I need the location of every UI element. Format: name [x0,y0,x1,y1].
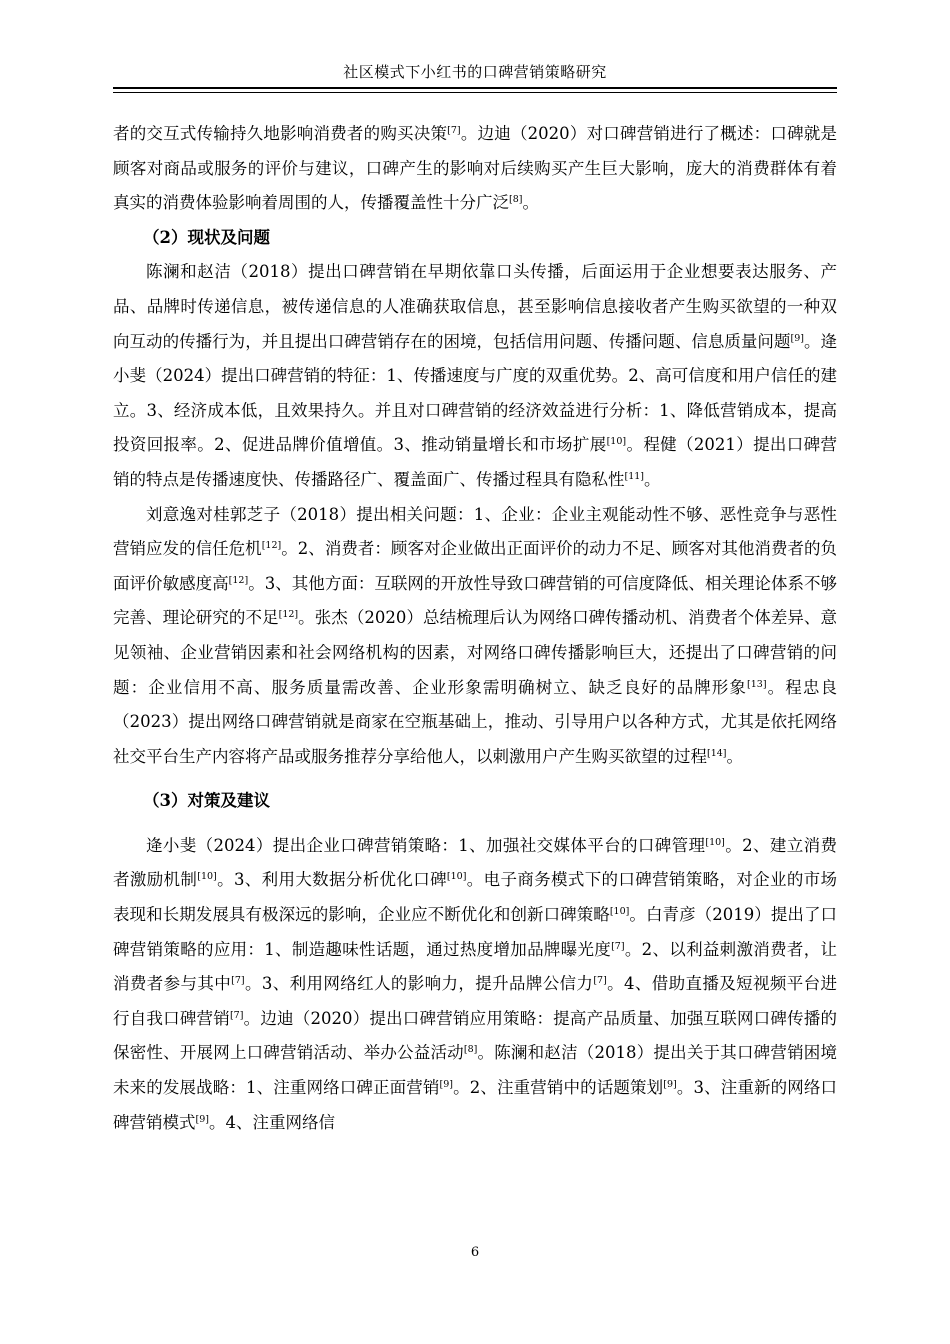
citation-marker: [7] [231,975,245,987]
text-run: 陈澜和赵洁（2018）提出口碑营销在早期依靠口头传播，后面运用于企业想要表达服务、产品、品牌时传递信息，被传递信息的人准确获取信息，甚至影响信息接收者产生购买欲望的一种双向互动的传播行为，并且提出口碑营销存在的困境，包括信用问题、传播问题、信息质量问题 [113,262,837,351]
body-text [113,117,837,1140]
page-number: 6 [470,1245,480,1260]
text-run: 。2、消费者：顾客对企业做出正面评价的动力不足、顾客对其他消费者的负面评价敏感度高 [113,539,838,593]
section-heading-strategy: （3）对策及建议 [143,791,270,811]
citation-marker: [8] [463,1044,478,1056]
text-run: 者的交互式传输持久地影响消费者的购买决策 [113,124,448,143]
text-run: 。程健（2021）提出口碑营销的特点是传播速度快、传播路径广、覆盖面广、传播过程具有隐私性 [113,435,837,489]
citation-marker: [10] [609,906,630,918]
text-run: 逄小斐（2024）提出企业口碑营销策略：1、加强社交媒体平台的口碑管理 [146,835,706,855]
text-run: 。陈澜和赵洁（2018）提出关于其口碑营销困境未来的发展战略：1、注重网络口碑正面营销 [113,1043,837,1098]
citation-marker: [9] [439,1079,453,1091]
text-run: 刘意逸对桂郭芝子（2018）提出相关问题：1、企业：企业主观能动性不够、恶性竞争与恶性营销应发的信任危机 [113,504,837,559]
header-rule-thin [113,92,837,93]
text-run: 。程忠良（2023）提出网络口碑营销就是商家在空瓶基础上，推动、引导用户以各种方式，尤其是依托网络社交平台生产内容将产品或服务推荐分享给他人，以刺激用户产生购买欲望的过程 [113,677,838,766]
running-header: 社区模式下小红书的口碑营销策略研究 [343,63,607,81]
citation-marker: [10] [705,836,725,848]
text-run: 。逄小斐（2024）提出口碑营销的特征：1、传播速度与广度的双重优势。2、高可信度和用户信任的建立。3、经济成本低，且效果持久。并且对口碑营销的经济效益进行分析：1、降低营销成本，提高投资回报率。2、促进品牌价值增值。3、推动销量增长和市场扩展 [113,331,838,455]
text-run: 。4、注重网络信 [208,1112,335,1132]
citation-marker: [12] [278,609,299,621]
text-run: 。3、其他方面：互联网的开放性导致口碑营销的可信度降低、相关理论体系不够完善、理论研究的不足 [113,573,838,628]
text-run: 。3、注重新的网络口碑营销模式 [113,1078,838,1132]
citation-marker: [13] [747,678,767,690]
text-run: 。 [726,746,744,766]
citation-marker: [7] [593,975,607,987]
text-run: 。2、建立消费者激励机制 [113,835,837,890]
text-run: 。边迪（2020）提出口碑营销应用策略：提高产品质量、加强互联网口碑传播的保密性、开展网上口碑营销活动、举办公益活动 [113,1008,838,1063]
citation-marker: [7] [447,125,461,136]
citation-marker: [9] [195,1113,209,1125]
header-rule [113,87,837,89]
text-run: 。白青彦（2019）提出了口碑营销策略的应用：1、制造趣味性话题，通过热度增加品牌曝光度 [113,905,838,959]
citation-marker: [7] [229,1009,244,1021]
citation-marker: [8] [509,194,523,206]
paragraph [113,829,837,1140]
section-heading-status: （2）现状及问题 [143,227,270,247]
citation-marker: [12] [261,540,282,552]
citation-marker: [14] [707,747,727,759]
citation-marker: [12] [228,574,249,586]
text-run: 。4、借助直播及短视频平台进行自我口碑营销 [113,974,838,1028]
text-run: 。电子商务模式下的口碑营销策略，对企业的市场表现和长期发展具有极深远的影响，企业应不断优化和创新口碑策略 [113,870,838,925]
citation-marker: [11] [624,470,645,482]
citation-marker: [7] [611,940,625,952]
paragraph [113,498,837,775]
text-run: 。3、利用大数据分析优化口碑 [216,870,447,890]
citation-marker: [9] [663,1079,677,1091]
text-run: 。张杰（2020）总结梳理后认为网络口碑传播动机、消费者个体差异、意见领袖、企业营销因素和社会网络机构的因素，对网络口碑传播影响巨大，还提出了口碑营销的问题：企业信用不高、服务质量需改善、企业形象需明确树立、缺乏良好的品牌形象 [113,608,837,697]
text-run: 。 [644,469,661,489]
text-run: 。2、以利益刺激消费者，让消费者参与其中 [113,939,838,994]
text-run: 。3、利用网络红人的影响力，提升品牌公信力 [244,974,594,994]
text-run: 。2、注重营销中的话题策划 [453,1078,664,1098]
citation-marker: [10] [197,871,217,883]
text-run: 。 [522,193,539,213]
citation-marker: [10] [606,436,627,448]
paragraph [113,117,837,221]
citation-marker: [10] [446,871,467,883]
citation-marker: [9] [790,332,804,344]
paragraph [113,255,837,497]
text-run: 。边迪（2020）对口碑营销进行了概述：口碑就是顾客对商品或服务的评价与建议，口碑产生的影响对后续购买产生巨大影响，庞大的消费群体有着真实的消费体验影响着周围的人，传播覆盖性十分广泛 [113,124,838,213]
